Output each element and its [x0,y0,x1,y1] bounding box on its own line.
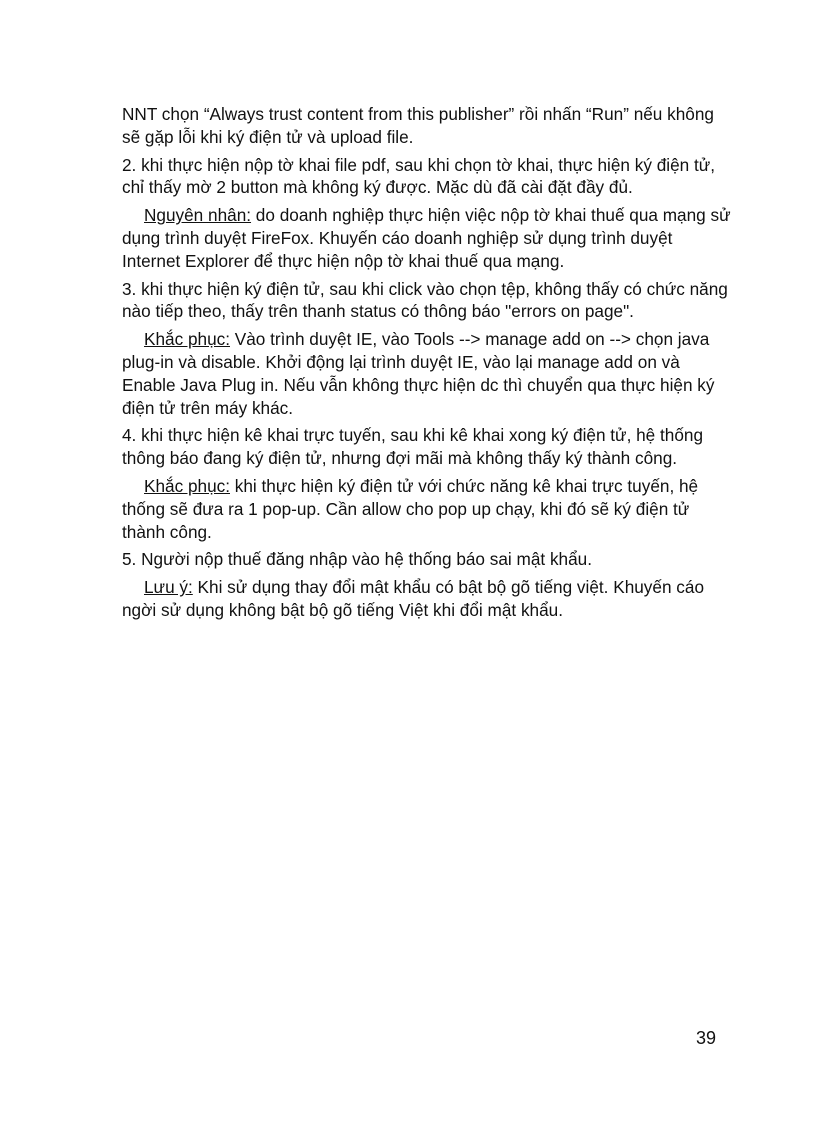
paragraph-note [122,576,732,622]
paragraph-intro [122,103,732,149]
paragraph-fix-3 [122,328,732,419]
paragraph-label: Lưu ý: [144,577,193,598]
paragraph-text: 3. khi thực hiện ký điện tử, sau khi click vào chọn tệp, không thấy có chức năng nào tiếp theo, thấy trên thanh status có thông báo "errors on page". [122,278,728,322]
paragraph-item-4 [122,424,732,470]
paragraph-text: 4. khi thực hiện kê khai trực tuyến, sau khi kê khai xong ký điện tử, hệ thống thông báo đang ký điện tử, nhưng đợi mãi mà không thấy ký thành công. [122,425,704,469]
paragraph-label: Nguyên nhân: [144,205,252,226]
paragraph-label: Khắc phục: [144,475,230,496]
paragraph-item-3 [122,278,732,324]
paragraph-item-2 [122,154,732,200]
paragraph-cause [122,204,732,272]
paragraph-text: 5. Người nộp thuế đăng nhập vào hệ thống báo sai mật khẩu. [122,549,592,570]
paragraph-text: Vào trình duyệt IE, vào Tools --> manage add on --> chọn java plug-in và disable. Khởi động lại trình duyệt IE, vào lại manage add on và Enable Java Plug in. Nếu vẫn không thực hiện dc thì chuyển qua thực hiện ký điện tử trên máy khác. [122,329,715,418]
paragraph-fix-4 [122,475,732,543]
paragraph-label: Khắc phục: [144,329,230,350]
paragraph-text: NNT chọn “Always trust content from this publisher” rồi nhấn “Run” nếu không sẽ gặp lỗi khi ký điện tử và upload file. [122,104,714,147]
document-body [122,103,732,627]
paragraph-item-5 [122,548,732,571]
paragraph-text: Khi sử dụng thay đổi mật khẩu có bật bộ gõ tiếng việt. Khuyến cáo ngời sử dụng không bật bộ gõ tiếng Việt khi đổi mật khẩu. [122,577,705,620]
paragraph-text: 2. khi thực hiện nộp tờ khai file pdf, sau khi chọn tờ khai, thực hiện ký điện tử, chỉ thấy mờ 2 button mà không ký được. Mặc dù đã cài đặt đầy đủ. [122,154,716,198]
paragraph-text: khi thực hiện ký điện tử với chức năng kê khai trực tuyến, hệ thống sẽ đưa ra 1 pop-up. Cần allow cho pop up chạy, khi đó sẽ ký điện tử thành công. [122,475,699,542]
page-number: 39 [696,1028,717,1048]
paragraph-text: do doanh nghiệp thực hiện việc nộp tờ khai thuế qua mạng sử dụng trình duyệt FireFox. Khuyến cáo doanh nghiệp sử dụng trình duyệt Internet Explorer để thực hiện nộp tờ khai thuế qua mạng. [122,205,731,271]
